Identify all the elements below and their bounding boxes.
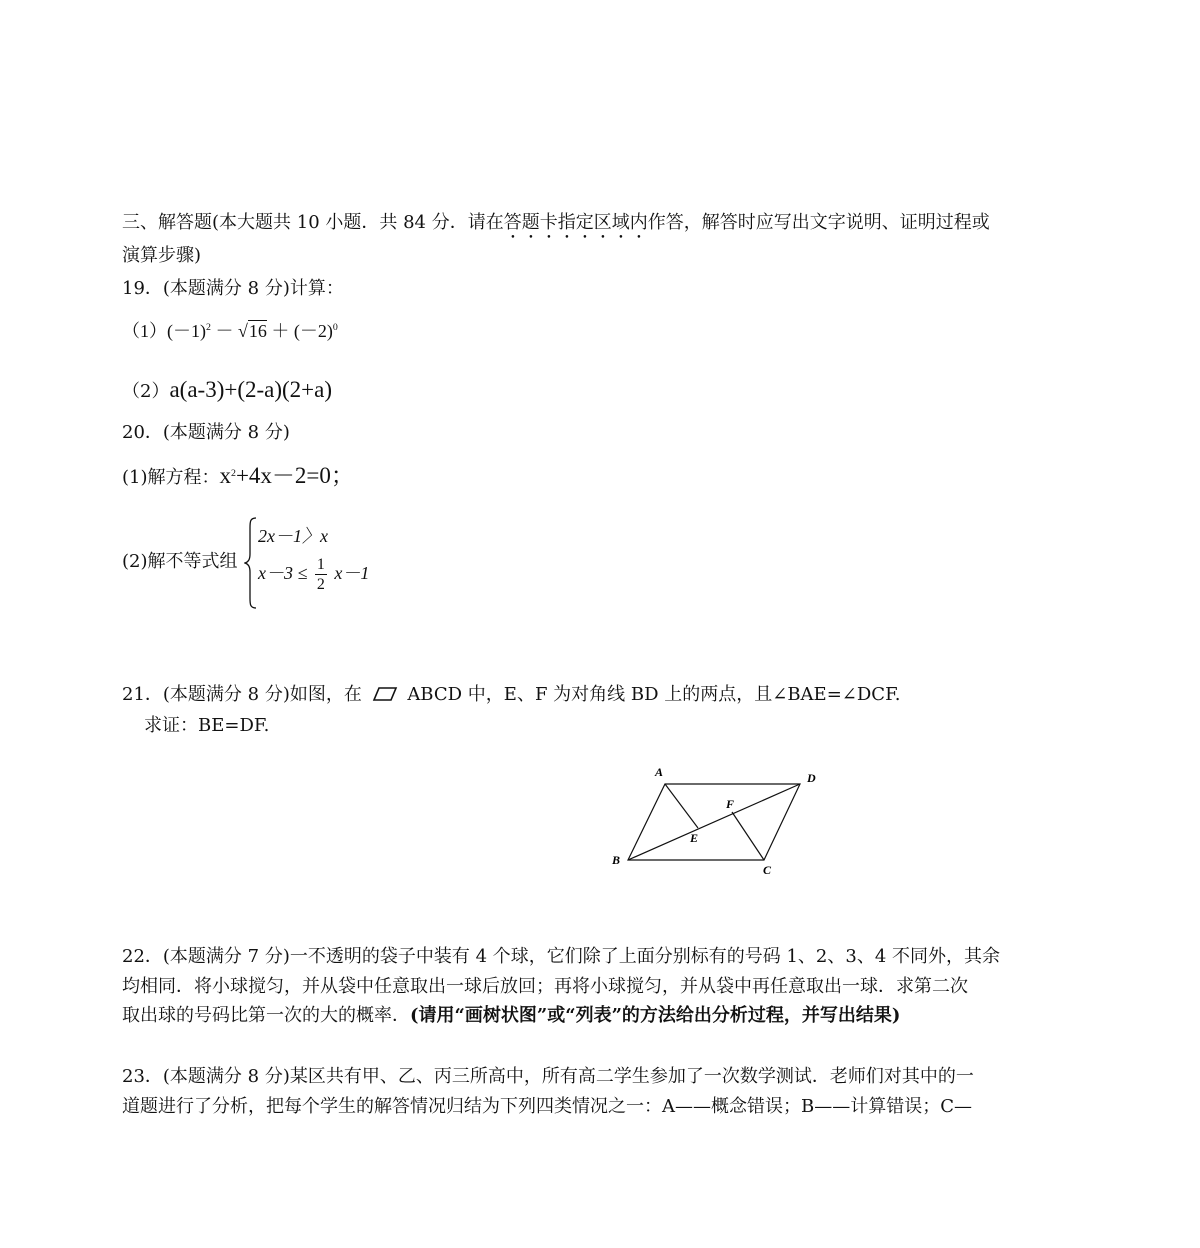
fraction-numerator: 1 [315,555,327,575]
section-header [122,212,990,243]
segment-cf [732,812,764,860]
left-brace-icon [244,516,258,610]
q19-heading: 19．(本题满分 8 分)计算： [122,278,344,299]
q19-part1 [122,322,338,340]
section-header-line2: 演算步骤) [122,245,202,266]
parallelogram-figure [600,760,840,880]
parallelogram-icon [372,686,398,702]
q20-p1-x: x [219,463,231,488]
diagonal-bd [628,784,800,860]
q21-heading [122,686,900,704]
label-f: F [726,797,735,811]
q19-part1-label: （1） [122,321,167,341]
fraction [315,555,327,594]
q19-part2 [122,378,332,401]
q23-line2: 道题进行了分析，把每个学生的解答情况归结为下列四类情况之一：A——概念错误；B——计算错误；C— [122,1096,972,1117]
q22-line1: 22．(本题满分 7 分)一不透明的袋子中装有 4 个球，它们除了上面分别标有的号码 1、2、3、4 不同外，其余 [122,946,1000,967]
q22-line2: 均相同．将小球搅匀，并从袋中任意取出一球后放回；再将小球搅匀，并从袋中再任意取出一球．求第二次 [122,976,968,997]
q22-line3-normal: 取出球的号码比第一次的大的概率． [122,1005,410,1026]
q19-p1-base1: (－1) [167,321,206,341]
label-b: B [612,853,621,867]
q20-p1-exp: 2 [231,468,236,479]
fraction-denominator: 2 [316,576,325,594]
q21-heading-a: 21．(本题满分 8 分)如图，在 [122,684,362,705]
sqrt-symbol: √ [237,321,248,341]
q22-line3 [122,1007,900,1025]
section-header-emphasis: 答题卡指定区域内 [503,212,648,233]
q20-row2-right: x－1 [334,562,370,583]
q23-line1: 23．(本题满分 8 分)某区共有甲、乙、丙三所高中，所有高二学生参加了一次数学测试．老师们对其中的一 [122,1066,974,1087]
label-c: C [763,863,772,877]
q22-line3-bold: (请用“画树状图”或“列表”的方法给出分析过程，并写出结果) [410,1005,901,1026]
q19-p1-plus: ＋ [271,321,290,341]
q19-p1-sqrt-arg: 16 [248,321,267,341]
q19-p1-exp1: 2 [206,322,211,333]
q20-p1-rest: +4x－2=0； [235,463,354,488]
q20-row2-left: x－3 ≤ [258,562,308,583]
label-d: D [807,771,816,785]
section-header-text-1: 三、解答题(本大题共 10 小题．共 84 分．请在 [122,212,504,233]
label-a: A [655,765,664,779]
q20-heading: 20．(本题满分 8 分) [122,422,290,443]
q20-row1-text: 2x－1〉x [258,526,328,546]
q20-part2-label: (2)解不等式组 [122,551,238,572]
q19-p1-base2: (－2) [293,321,333,341]
q20-part1-label: (1)解方程： [122,467,220,488]
label-e: E [690,831,699,845]
q19-p1-minus: － [215,321,234,341]
q21-proof-line: 求证：BE=DF. [144,715,270,736]
q20-system-row1 [258,522,328,548]
section-header-text-2: 作答，解答时应写出文字说明、证明过程或 [647,212,990,233]
q19-part2-label: （2） [122,381,170,402]
q19-p1-exp2: 0 [332,322,338,333]
q20-part1 [122,464,354,487]
q21-heading-b: ABCD 中，E、F 为对角线 BD 上的两点，且∠BAE=∠DCF. [407,684,901,705]
q19-part2-expr: a(a-3)+(2-a)(2+a) [169,377,333,402]
q20-system-row2 [258,555,369,594]
segment-ae [665,784,698,828]
